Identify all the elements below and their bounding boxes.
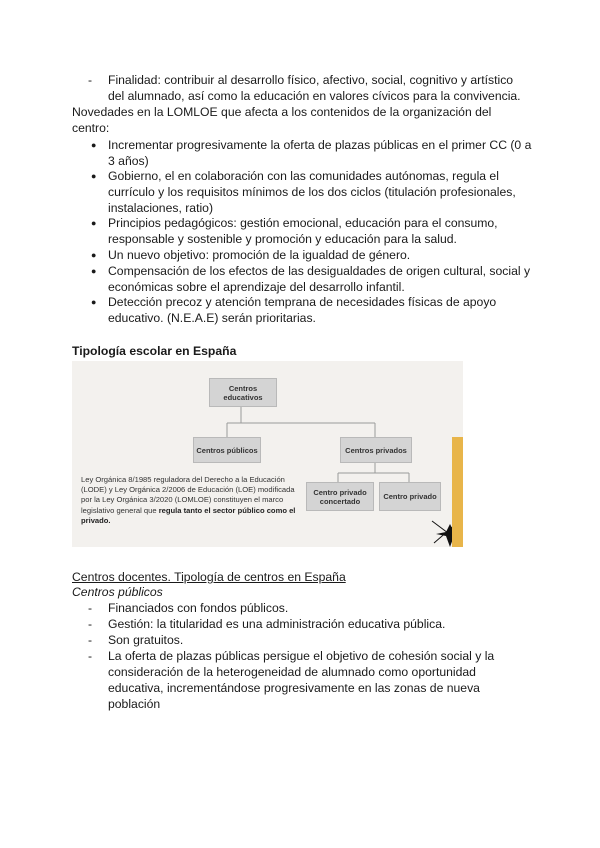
list-item: Gestión: la titularidad es una administración educativa pública. [108, 617, 446, 631]
dash-marker: - [88, 73, 93, 87]
list-item: Son gratuitos. [108, 633, 184, 647]
list-item: Incrementar progresivamente la oferta de plazas públicas en el primer CC (0 a 3 años) [108, 138, 532, 168]
tipologia-heading: Tipología escolar en España [72, 344, 237, 358]
list-item: Financiados con fondos públicos. [108, 601, 289, 615]
list-item: Un nuevo objetivo: promoción de la igualdad de género. [108, 248, 411, 262]
node-centros-publicos: Centros públicos [193, 437, 261, 463]
list-item: Compensación de los efectos de las desigualdades de origen cultural, social y económicas sobre el aprendizaje del desarrollo infantil. [108, 264, 531, 294]
note-text: Ley Orgánica 8/1985 reguladora del Derecho a la Educación (LODE) y Ley Orgánica 2/2006 de Educación (LOE) modificada por la Ley Orgánica 3/2020 (LOMLOE) constituyen el marco legislativo general que [81, 475, 295, 515]
list-item: Gobierno, el en colaboración con las comunidades autónomas, regula el currículo y los requisitos mínimos de los dos ciclos (titulación profesionales, instalaciones, ratio) [108, 169, 516, 215]
dash-marker: - [88, 617, 93, 631]
bullet-marker: ● [91, 266, 97, 276]
list-item: La oferta de plazas públicas persigue el objetivo de cohesión social y la consideración de la heterogeneidad de alumnado como oportunidad educativa, incrementándose progresivamente en las zonas de nueva población [108, 649, 495, 711]
tipologia-figure [72, 361, 463, 547]
centros-docentes-heading: Centros docentes. Tipología de centros en España [72, 570, 346, 584]
node-centro-privado-concertado: Centro privado concertado [306, 482, 374, 511]
dash-marker: - [88, 633, 93, 647]
bullet-marker: ● [91, 297, 97, 307]
novedades-title: Novedades en la LOMLOE que afecta a los contenidos de la organización del centro: [72, 105, 492, 135]
node-centros-privados: Centros privados [340, 437, 412, 463]
note-bold-text: regula tanto el sector público como el privado. [81, 505, 296, 525]
bullet-marker: ● [91, 218, 97, 228]
node-centro-privado: Centro privado [379, 482, 441, 511]
dash-marker: - [88, 649, 93, 663]
bullet-marker: ● [91, 140, 97, 150]
centros-publicos-label: Centros públicos [72, 585, 163, 599]
accent-bar [452, 437, 463, 547]
list-item: Principios pedagógicos: gestión emocional, educación para el consumo, responsable y sostenible y promoción y educación para la salud. [108, 216, 498, 246]
bullet-marker: ● [91, 250, 97, 260]
bullet-marker: ● [91, 171, 97, 181]
list-item: Finalidad: contribuir al desarrollo físico, afectivo, social, cognitivo y artístico del alumnado, así como la educación en valores cívicos para la convivencia. [108, 73, 521, 103]
node-centros-educativos: Centros educativos [209, 378, 277, 407]
dash-marker: - [88, 601, 93, 615]
list-item: Detección precoz y atención temprana de necesidades físicas de apoyo educativo. (N.E.A.E) serán prioritarias. [108, 295, 497, 325]
figure-note [81, 475, 303, 526]
